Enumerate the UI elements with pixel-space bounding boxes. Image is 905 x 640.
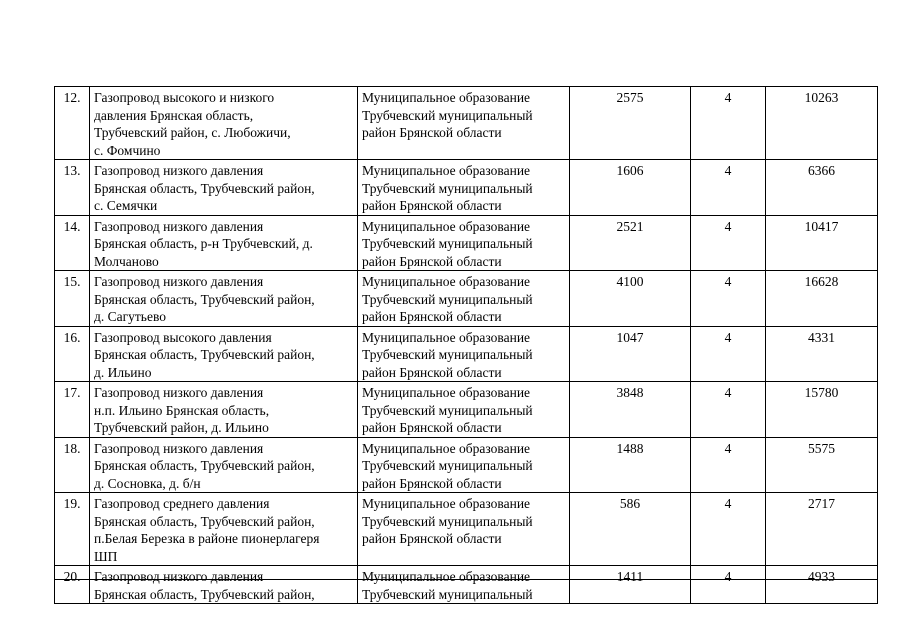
length-cell: 1606 [570, 160, 691, 216]
category-cell: 4 [691, 215, 766, 271]
object-name-line: п.Белая Березка в районе пионерлагеря [94, 531, 320, 546]
object-name-line: д. Ильино [94, 364, 152, 380]
object-name-line: Газопровод низкого давления [94, 385, 264, 400]
row-number: 15. [55, 271, 90, 327]
category-cell: 4 [691, 566, 766, 604]
length-cell: 1047 [570, 326, 691, 382]
object-name-line: с. Семячки [94, 198, 158, 213]
owner-line: Муниципальное образование [362, 329, 531, 345]
length-cell: 4100 [570, 271, 691, 327]
object-name-line: д. Сосновка, д. б/н [94, 475, 201, 491]
gas-pipeline-table [54, 86, 878, 604]
owner-line: район Брянской области [362, 309, 502, 324]
category-cell: 4 [691, 382, 766, 438]
owner-cell [358, 437, 570, 493]
object-name-line: н.п. Ильино Брянская область, [94, 402, 270, 418]
object-name-cell [90, 326, 358, 382]
object-name-line: Газопровод низкого давления [94, 440, 264, 456]
length-cell: 3848 [570, 382, 691, 438]
length-cell: 586 [570, 493, 691, 566]
value-cell: 2717 [766, 493, 878, 566]
table-row [55, 271, 878, 327]
object-name-cell [90, 160, 358, 216]
value-cell: 4331 [766, 326, 878, 382]
object-name-line: давления Брянская область, [94, 107, 254, 123]
category-cell: 4 [691, 326, 766, 382]
table-body [55, 87, 878, 604]
object-name-line: Газопровод среднего давления [94, 496, 270, 511]
category-cell: 4 [691, 493, 766, 566]
owner-cell [358, 271, 570, 327]
owner-line: район Брянской области [362, 475, 502, 491]
owner-line: Трубчевский муниципальный [362, 291, 533, 307]
object-name-cell [90, 566, 358, 604]
value-cell: 16628 [766, 271, 878, 327]
object-name-line: Молчаново [94, 253, 159, 269]
table-row [55, 437, 878, 493]
owner-line: Трубчевский муниципальный [362, 347, 533, 362]
owner-line: Муниципальное образование [362, 496, 531, 511]
owner-cell [358, 160, 570, 216]
category-cell: 4 [691, 437, 766, 493]
object-name-line: Брянская область, Трубчевский район, [94, 513, 315, 529]
object-name-line: Брянская область, Трубчевский район, [94, 180, 315, 196]
category-cell: 4 [691, 87, 766, 160]
object-name-line: Брянская область, Трубчевский район, [94, 586, 315, 602]
value-cell: 5575 [766, 437, 878, 493]
row-number: 12. [55, 87, 90, 160]
object-name-line: с. Фомчино [94, 142, 161, 158]
length-cell: 1488 [570, 437, 691, 493]
owner-line: Муниципальное образование [362, 569, 531, 584]
length-cell: 2575 [570, 87, 691, 160]
length-cell: 2521 [570, 215, 691, 271]
owner-line: Муниципальное образование [362, 385, 531, 400]
category-cell: 4 [691, 160, 766, 216]
owner-line: Трубчевский муниципальный [362, 513, 533, 529]
owner-line: Муниципальное образование [362, 218, 531, 234]
owner-cell [358, 493, 570, 566]
owner-line: Муниципальное образование [362, 440, 531, 456]
owner-line: Трубчевский муниципальный [362, 180, 533, 196]
object-name-line: Брянская область, р-н Трубчевский, д. [94, 236, 313, 251]
object-name-line: Газопровод низкого давления [94, 274, 264, 289]
table-row [55, 493, 878, 566]
object-name-line: Газопровод низкого давления [94, 569, 264, 584]
owner-line: Муниципальное образование [362, 163, 531, 178]
table-row [55, 382, 878, 438]
owner-line: Трубчевский муниципальный [362, 236, 533, 251]
owner-line: Трубчевский муниципальный [362, 586, 533, 602]
owner-line: район Брянской области [362, 198, 502, 213]
object-name-line: Трубчевский район, с. Любожичи, [94, 125, 291, 140]
value-cell: 15780 [766, 382, 878, 438]
object-name-cell [90, 493, 358, 566]
object-name-line: Брянская область, Трубчевский район, [94, 347, 315, 362]
row-number: 17. [55, 382, 90, 438]
row-number: 19. [55, 493, 90, 566]
table-row [55, 215, 878, 271]
category-cell: 4 [691, 271, 766, 327]
row-number: 14. [55, 215, 90, 271]
object-name-line: ШП [94, 548, 118, 564]
value-cell: 6366 [766, 160, 878, 216]
page-cut-rule [54, 579, 877, 580]
owner-line: район Брянской области [362, 125, 502, 140]
owner-line: район Брянской области [362, 420, 502, 435]
owner-line: район Брянской области [362, 253, 502, 269]
object-name-line: Газопровод высокого и низкого [94, 90, 275, 105]
owner-line: район Брянской области [362, 531, 502, 546]
object-name-line: Трубчевский район, д. Ильино [94, 420, 269, 435]
length-cell: 1411 [570, 566, 691, 604]
object-name-cell [90, 271, 358, 327]
table-row [55, 160, 878, 216]
owner-line: район Брянской области [362, 364, 502, 380]
row-number: 13. [55, 160, 90, 216]
row-number: 18. [55, 437, 90, 493]
object-name-line: Газопровод высокого давления [94, 329, 272, 345]
object-name-line: Брянская область, Трубчевский район, [94, 458, 315, 473]
row-number: 16. [55, 326, 90, 382]
object-name-cell [90, 87, 358, 160]
owner-cell [358, 566, 570, 604]
owner-line: Трубчевский муниципальный [362, 107, 533, 123]
value-cell: 4933 [766, 566, 878, 604]
owner-line: Трубчевский муниципальный [362, 402, 533, 418]
owner-line: Муниципальное образование [362, 90, 531, 105]
table-row [55, 326, 878, 382]
table-row [55, 566, 878, 604]
owner-cell [358, 382, 570, 438]
value-cell: 10263 [766, 87, 878, 160]
object-name-line: д. Сагутьево [94, 309, 166, 324]
object-name-line: Брянская область, Трубчевский район, [94, 291, 315, 307]
owner-cell [358, 215, 570, 271]
object-name-cell [90, 215, 358, 271]
value-cell: 10417 [766, 215, 878, 271]
owner-cell [358, 326, 570, 382]
owner-cell [358, 87, 570, 160]
owner-line: Муниципальное образование [362, 274, 531, 289]
object-name-cell [90, 382, 358, 438]
object-name-cell [90, 437, 358, 493]
object-name-line: Газопровод низкого давления [94, 218, 264, 234]
row-number: 20. [55, 566, 90, 604]
owner-line: Трубчевский муниципальный [362, 458, 533, 473]
object-name-line: Газопровод низкого давления [94, 163, 264, 178]
table-row [55, 87, 878, 160]
